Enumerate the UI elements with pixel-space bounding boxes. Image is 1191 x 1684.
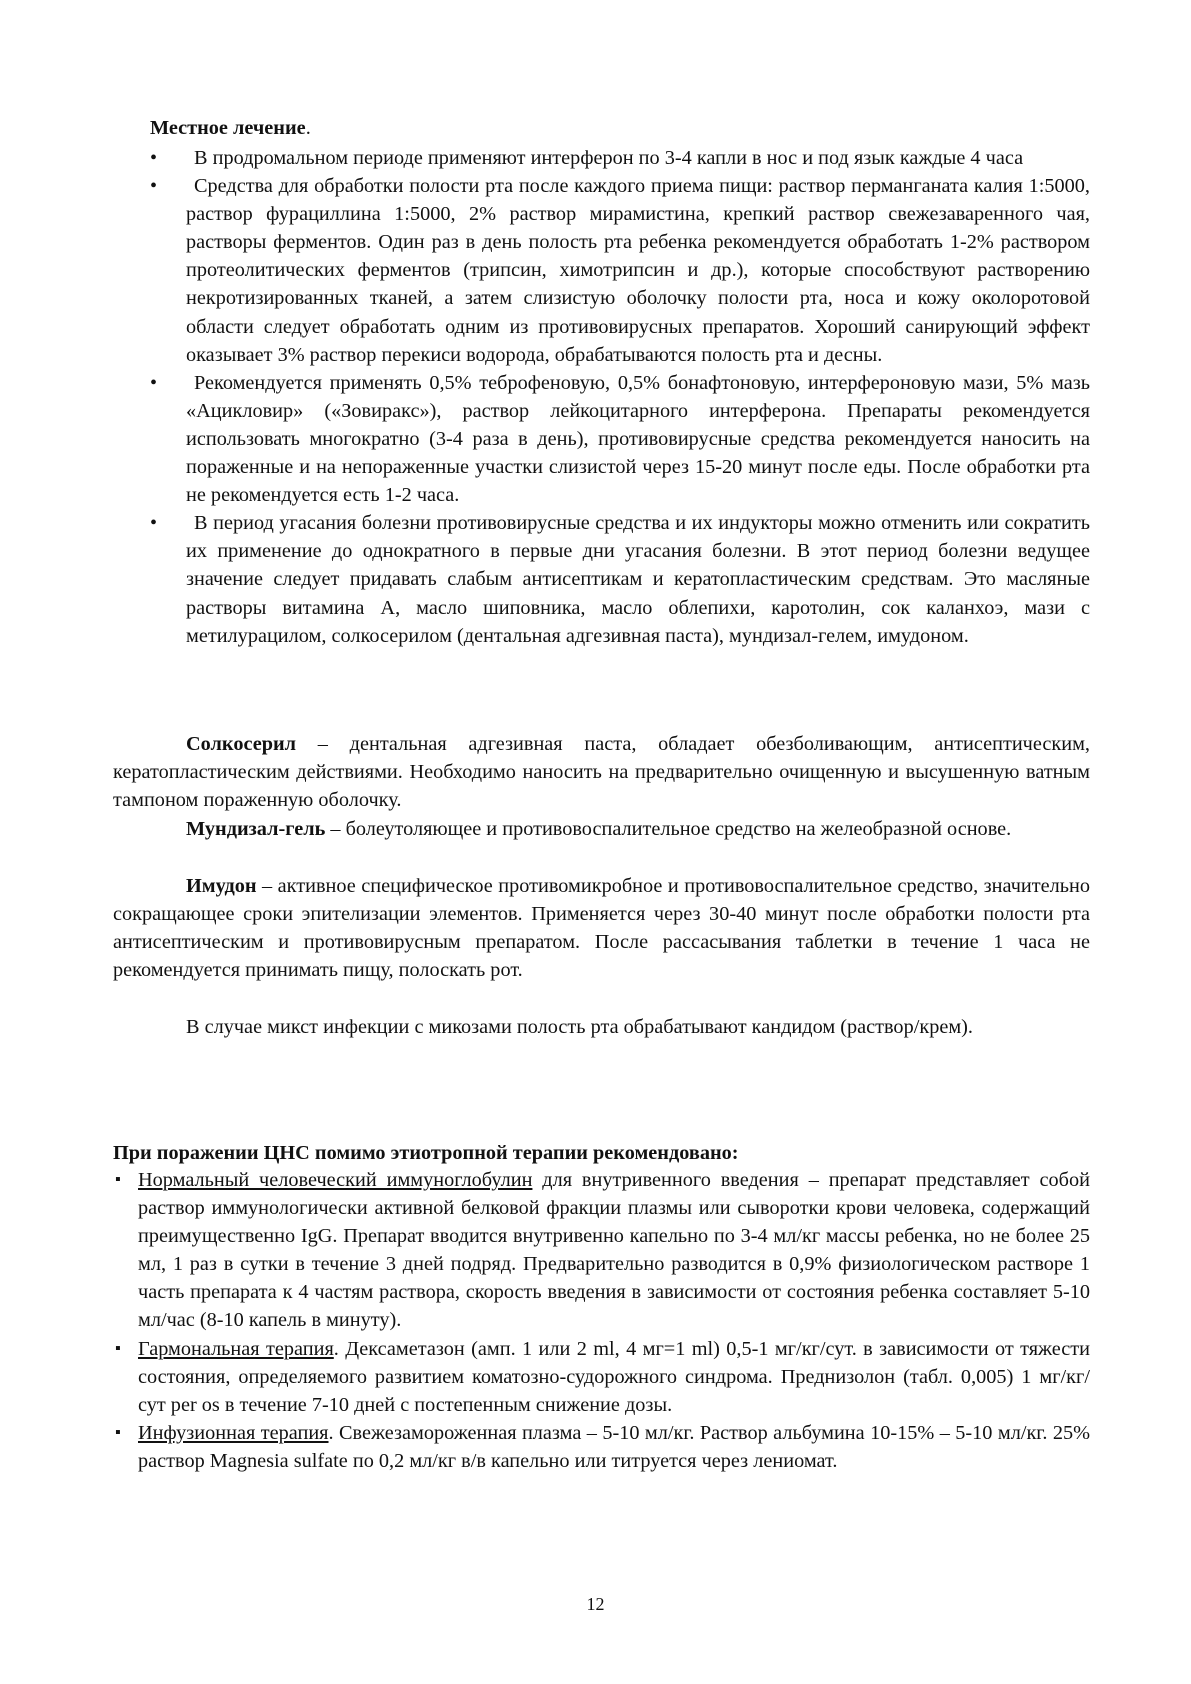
term-solcoseryl: Солкосерил: [186, 733, 297, 755]
term-infusion-therapy: Инфузионная терапия: [138, 1421, 329, 1444]
section-heading-local-treatment: [150, 114, 1090, 142]
paragraph-text: – активное специфическое противомикробное и противовоспалительное средство, значительно сокращающее сроки эпителизации элементов. Применяется через 30-40 минут после обработки полости рта антисептическим и противовирусным препаратом. После рассасывания таблетки в течение 1 часа не рекомендуется принимать пищу, полоскать рот.: [113, 875, 1090, 982]
paragraph-mixed-infection: [113, 1013, 1090, 1041]
list-item-text: Средства для обработки полости рта после каждого приема пищи: раствор перманганата калия 1:5000, раствор фурациллина 1:5000, 2% раствор мирамистина, крепкий раствор свежезаваренного чая, растворы ферментов. Один раз в день полость рта ребенка рекомендуется обработать 1-2% раствором протеолитических ферментов (трипсин, химотрипсин и др.), которые способствуют растворению некротизированных тканей, а затем слизистую оболочку полости рта, носа и кожу околоротовой области следует обработать одним из противовирусных препаратов. Хороший санирующий эффект оказывает 3% раствор перекиси водорода, обрабатываются полость рта и десны.: [186, 175, 1090, 366]
term-immunoglobulin: Нормальный человеческий иммуноглобулин: [138, 1169, 533, 1191]
list-item-text: В период угасания болезни противовирусные средства и их индукторы можно отменить или сократить их применение до однократного в первые дни угасания болезни. В этот период болезни ведущее значение следует придавать слабым антисептикам и кератопластическим средствам. Это масляные растворы витамина А, масло шиповника, масло облепихи, каротолин, сок каланхоэ, мази с метилурацилом, солкосерилом (дентальная адгезивная паста), мундизал-гелем, имудоном.: [186, 512, 1090, 647]
list-item-text: . Дексаметазон (амп. 1 или 2 ml, 4 мг=1 ml) 0,5-1 мг/кг/сут. в зависимости от тяжести состояния, определяемого развитием коматозно-судорожного синдрома. Преднизолон (табл. 0,005) 1 мг/кг/сут per os в течение 7-10 дней с постепенным снижение дозы.: [138, 1337, 1090, 1416]
paragraph-mundizal: [113, 815, 1090, 843]
list-item: [150, 172, 1090, 369]
list-item: [113, 1419, 1090, 1475]
paragraph-imudon: [113, 872, 1090, 984]
local-treatment-list: [150, 144, 1090, 650]
list-item: [150, 509, 1090, 649]
section-heading-cns: При поражении ЦНС помимо этиотропной терапии рекомендовано:: [113, 1142, 739, 1164]
paragraph-text: В случае микст инфекции с микозами полость рта обрабатывают кандидом (раствор/крем).: [186, 1016, 974, 1038]
term-hormonal-therapy: Гармональная терапия: [138, 1337, 334, 1360]
cns-treatment-list: [113, 1166, 1090, 1475]
paragraph-text: – дентальная адгезивная паста, обладает обезболивающим, антисептическим, кератопластическим действиями. Необходимо наносить на предварительно очищенную и высушенную ватным тампоном пораженную оболочку.: [113, 733, 1090, 812]
list-item-text: Рекомендуется применять 0,5% теброфеновую, 0,5% бонафтоновую, интерфероновую мази, 5% мазь «Ацикловир» («Зовиракс»), раствор лейкоцитарного интерферона. Препараты рекомендуется использовать многократно (3-4 раза в день), противовирусные средства рекомендуется наносить на пораженные и на непораженные участки слизистой через 15-20 минут после еды. После обработки рта не рекомендуется есть 1-2 часа.: [186, 371, 1090, 507]
list-item: [113, 1166, 1090, 1335]
list-item: [113, 1335, 1090, 1419]
paragraph-text: – болеутоляющее и противовоспалительное средство на желеобразной основе.: [325, 818, 1012, 840]
heading-punct: .: [305, 117, 311, 139]
list-item: [150, 144, 1090, 172]
list-item: [150, 369, 1090, 509]
list-item-text: В продромальном периоде применяют интерферон по 3-4 капли в нос и под язык каждые 4 часа: [194, 147, 1024, 169]
paragraph-solcoseryl: [113, 730, 1090, 814]
term-imudon: Имудон: [186, 875, 257, 897]
page-number: 12: [586, 1594, 605, 1614]
list-item-text: . Свежезамороженная плазма – 5-10 мл/кг. Раствор альбумина 10-15% – 5-10 мл/кг. 25% раствор Magnesia sulfate по 0,2 мл/кг в/в капельно или титруется через лениомат.: [138, 1421, 1090, 1472]
list-item-text: для внутривенного введения – препарат представляет собой раствор иммунологически активной белковой фракции плазмы или сыворотки крови человека, содержащий преимущественно IgG. Препарат вводится внутривенно капельно по 3-4 мл/кг массы ребенка, но не более 25 мл, 1 раз в сутки в течение 3 дней подряд. Предварительно разводится в 0,9% физиологическом растворе 1 часть препарата к 4 частям раствора, скорость введения в зависимости от состояния ребенка составляет 5-10 мл/час (8-10 капель в минуту).: [138, 1169, 1090, 1332]
term-mundizal: Мундизал-гель: [186, 818, 326, 840]
heading-title: Местное лечение: [150, 117, 306, 139]
